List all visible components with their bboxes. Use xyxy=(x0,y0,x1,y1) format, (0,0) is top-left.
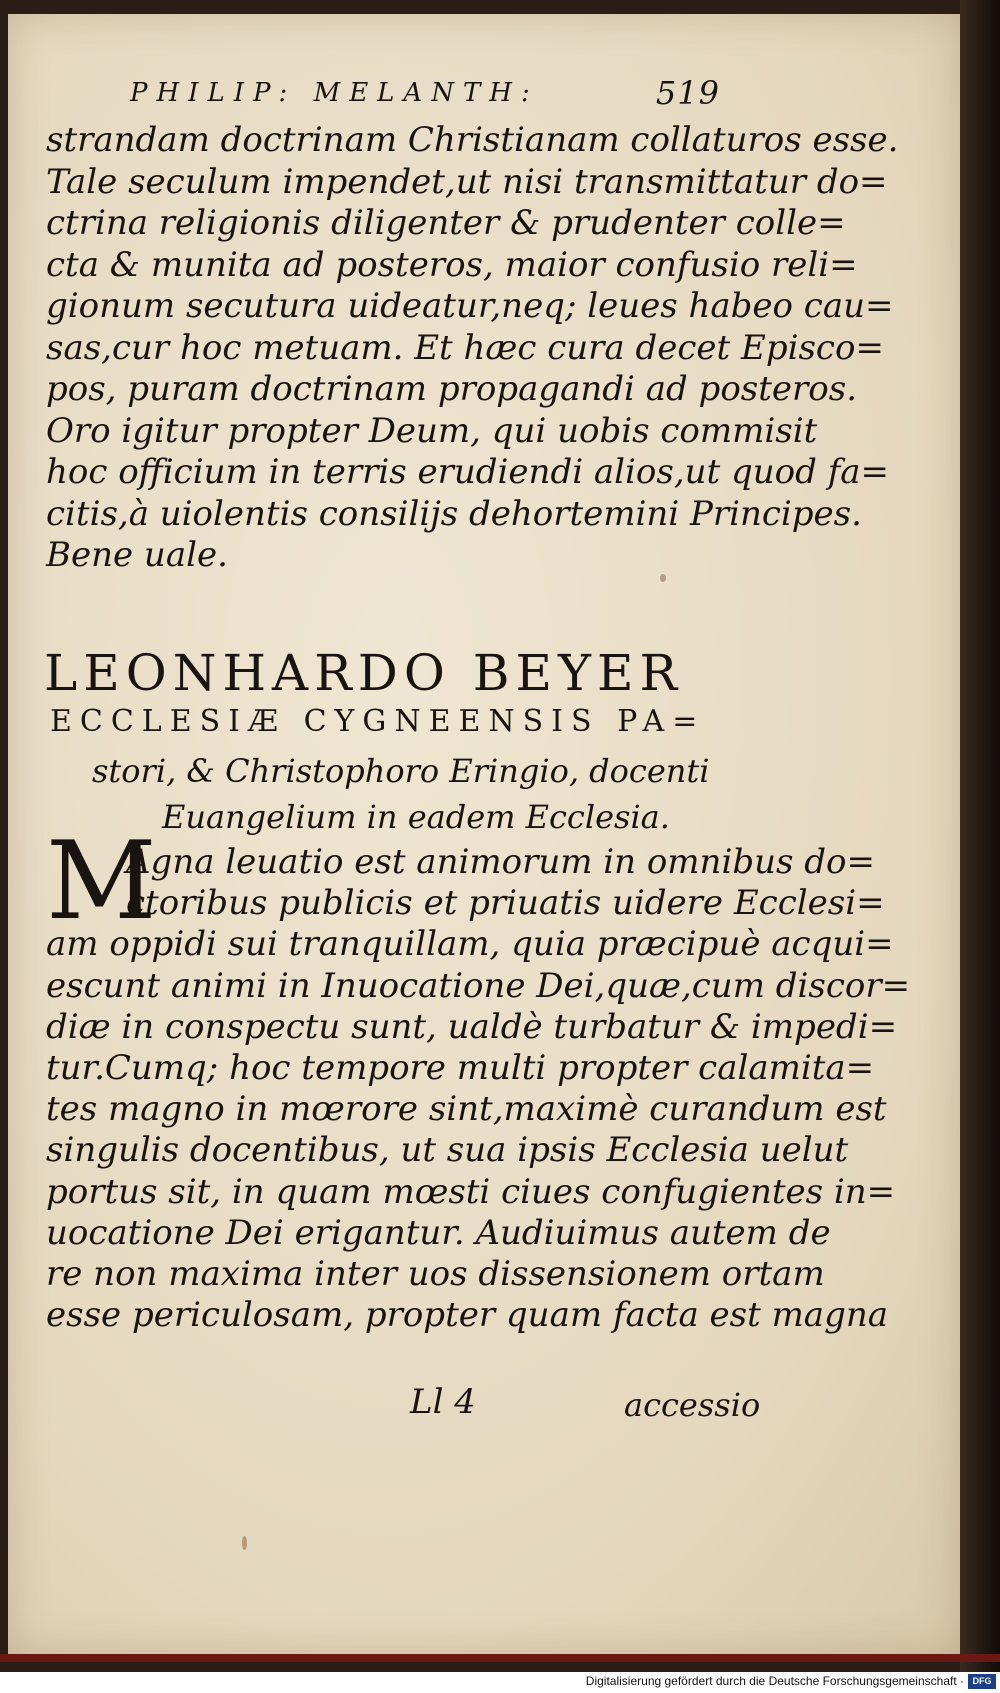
text-line: ctoribus publicis et priuatis uidere Ecclesi= xyxy=(126,883,885,924)
text-line: singulis docentibus, ut sua ipsis Ecclesia uelut xyxy=(46,1130,849,1171)
text-line: hoc officium in terris erudiendi alios,ut quod fa= xyxy=(46,452,890,492)
heading-recipient: LEONHARDO BEYER xyxy=(44,644,684,702)
signature-mark: Ll 4 xyxy=(410,1382,476,1422)
text-line: citis,à uiolentis consilijs dehortemini Principes. xyxy=(46,493,862,534)
text-line: escunt animi in Inuocatione Dei,quæ,cum discor= xyxy=(46,965,911,1006)
text-line: pos, puram doctrinam propagandi ad posteros. xyxy=(46,369,858,409)
text-line: Oro igitur propter Deum, qui uobis commisit xyxy=(46,410,818,451)
page-bottom-edge xyxy=(0,1654,1000,1662)
drop-capital: M xyxy=(46,819,157,944)
text-line: gionum secutura uideatur,neq; leues habeo cau= xyxy=(46,286,894,326)
text-line: tes magno in mœrore sint,maximè curandum est xyxy=(46,1089,887,1130)
text-line: am oppidi sui tranquillam, quia præcipuè acqui= xyxy=(46,924,894,965)
text-line: portus sit, in quam mœsti ciues confugientes in= xyxy=(46,1171,896,1212)
ink-spot xyxy=(660,574,666,582)
running-header xyxy=(130,74,720,118)
text-line: uocatione Dei erigantur. Audiuimus autem de xyxy=(46,1212,831,1253)
text-line: Agna leuatio est animorum in omnibus do= xyxy=(126,842,875,882)
folio-number: 519 xyxy=(655,74,720,112)
text-line: tur.Cumq; hoc tempore multi propter calamita= xyxy=(46,1048,875,1088)
text-line: sas,cur hoc metuam. Et hæc cura decet Episco= xyxy=(46,327,884,368)
text-line: ctrina religionis diligenter & prudenter colle= xyxy=(46,203,846,243)
text-line: re non maxima inter uos dissensionem ortam xyxy=(46,1254,825,1294)
text-line: esse periculosam, propter quam facta est magna xyxy=(46,1295,889,1336)
digitization-credit: Digitalisierung gefördert durch die Deutsche Forschungsgemeinschaft · xyxy=(585,1674,964,1688)
text-line: diæ in conspectu sunt, ualdè turbatur & impedi= xyxy=(46,1006,898,1047)
heading-line-3: stori, & Christophoro Eringio, docenti xyxy=(92,752,710,790)
running-title: PHILIP: MELANTH: xyxy=(130,78,539,108)
footer-bar xyxy=(0,1672,1000,1693)
heading-line-4: Euangelium in eadem Ecclesia. xyxy=(162,798,670,836)
ink-spot xyxy=(242,1536,247,1550)
text-line: strandam doctrinam Christianam collaturos esse. xyxy=(46,120,899,160)
catchword: accessio xyxy=(624,1386,761,1424)
book-edge xyxy=(960,0,1000,1693)
heading-church: ECCLESIÆ CYGNEENSIS PA= xyxy=(50,704,706,739)
dfg-logo: DFG xyxy=(968,1674,996,1689)
text-line: cta & munita ad posteros, maior confusio reli= xyxy=(46,244,858,285)
text-line: Tale seculum impendet,ut nisi transmittatur do= xyxy=(46,161,888,202)
text-line: Bene uale. xyxy=(46,535,228,575)
